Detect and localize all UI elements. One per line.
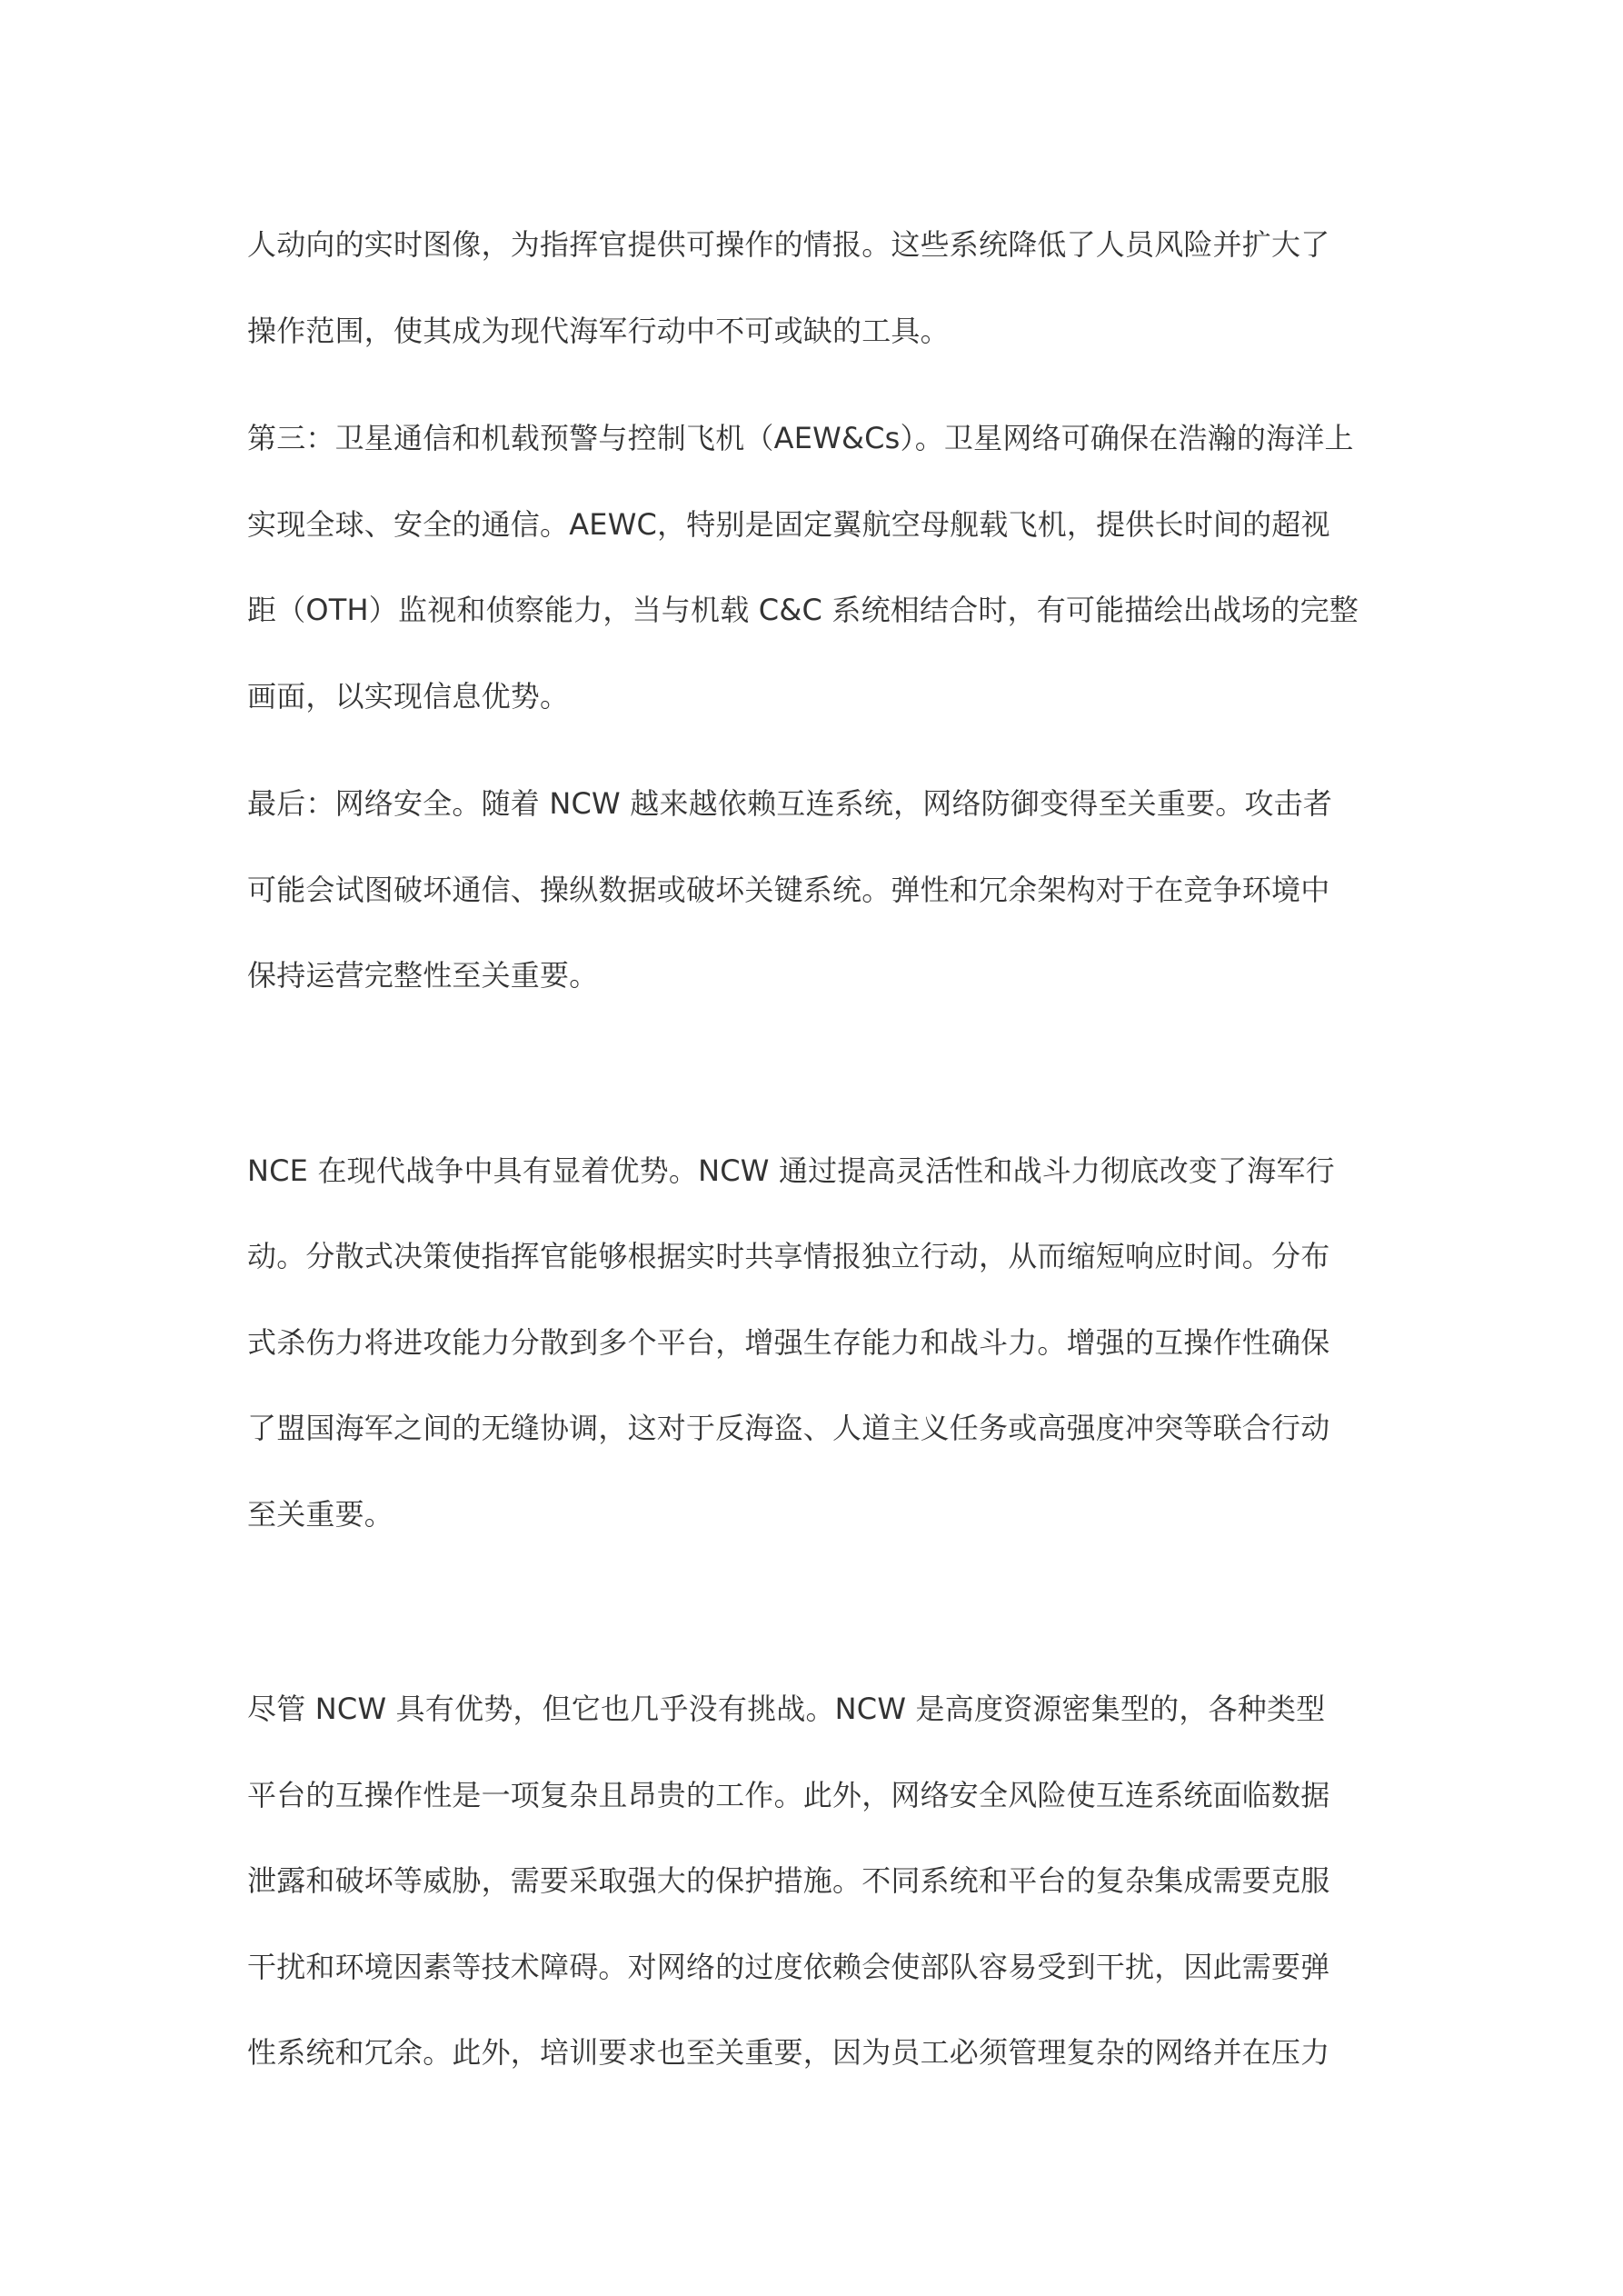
text-line: 尽管 NCW 具有优势，但它也几乎没有挑战。NCW 是高度资源密集型的，各种类型	[247, 1692, 1326, 1726]
paragraph-gap	[247, 739, 1394, 761]
text-line: 性系统和冗余。此外，培训要求也至关重要，因为员工必须管理复杂的网络并在压力	[247, 2035, 1330, 2070]
paragraph-gap	[247, 374, 1394, 395]
paragraph-cybersecurity	[247, 761, 1394, 1019]
paragraph-uav-continuation	[247, 202, 1394, 374]
text-line: 保持运营完整性至关重要。	[247, 958, 599, 993]
section-gap	[247, 1557, 1394, 1666]
paragraph-challenges	[247, 1666, 1394, 2096]
text-line: 操作范围，使其成为现代海军行动中不可或缺的工具。	[247, 313, 950, 348]
text-column	[247, 202, 1394, 2096]
section-gap	[247, 1019, 1394, 1128]
text-line: 至关重要。	[247, 1496, 394, 1532]
paragraph-satellite-aewc	[247, 395, 1394, 739]
text-line: NCE 在现代战争中具有显着优势。NCW 通过提高灵活性和战斗力彻底改变了海军行	[247, 1153, 1335, 1188]
paragraph-advantages	[247, 1128, 1394, 1558]
text-line: 人动向的实时图像，为指挥官提供可操作的情报。这些系统降低了人员风险并扩大了	[247, 227, 1330, 262]
text-line: 了盟国海军之间的无缝协调，这对于反海盗、人道主义任务或高强度冲突等联合行动	[247, 1411, 1330, 1445]
text-line: 干扰和环境因素等技术障碍。对网络的过度依赖会使部队容易受到干扰，因此需要弹	[247, 1949, 1330, 1984]
text-line: 最后：网络安全。随着 NCW 越来越依赖互连系统，网络防御变得至关重要。攻击者	[247, 786, 1333, 821]
text-line: 泄露和破坏等威胁，需要采取强大的保护措施。不同系统和平台的复杂集成需要克服	[247, 1863, 1330, 1898]
text-line: 平台的互操作性是一项复杂且昂贵的工作。此外，网络安全风险使互连系统面临数据	[247, 1777, 1330, 1812]
text-line: 第三：卫星通信和机载预警与控制飞机（AEW&Cs）。卫星网络可确保在浩瀚的海洋上	[247, 421, 1354, 455]
text-line: 动。分散式决策使指挥官能够根据实时共享情报独立行动，从而缩短响应时间。分布	[247, 1239, 1330, 1273]
text-line: 可能会试图破坏通信、操纵数据或破坏关键系统。弹性和冗余架构对于在竞争环境中	[247, 872, 1330, 907]
text-line: 式杀伤力将进攻能力分散到多个平台，增强生存能力和战斗力。增强的互操作性确保	[247, 1324, 1330, 1360]
text-line: 距（OTH）监视和侦察能力，当与机载 C&C 系统相结合时，有可能描绘出战场的完整	[247, 593, 1359, 627]
text-line: 实现全球、安全的通信。AEWC，特别是固定翼航空母舰载飞机，提供长时间的超视	[247, 506, 1330, 542]
text-line: 画面，以实现信息优势。	[247, 678, 570, 714]
